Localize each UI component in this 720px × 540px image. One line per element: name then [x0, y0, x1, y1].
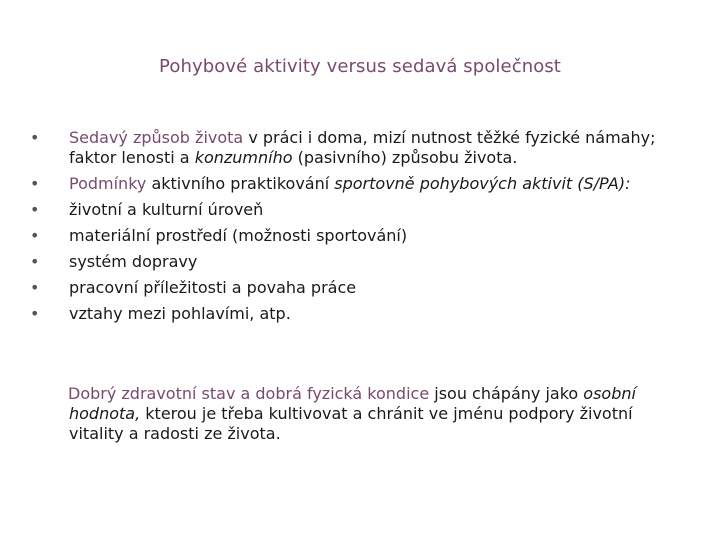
paragraph-accent-text: Dobrý zdravotní stav a dobrá fyzická kondice	[68, 384, 430, 403]
bullet-text: materiální prostředí (možnosti sportování)	[69, 226, 408, 245]
bullet-italic-text: sportovně pohybových aktivit (S/PA):	[334, 174, 631, 193]
bullet-item	[30, 226, 690, 246]
bullet-text: vztahy mezi pohlavími, atp.	[69, 304, 291, 323]
bullet-text: (pasivního) způsobu života.	[292, 148, 518, 167]
summary-paragraph	[69, 384, 679, 444]
bullet-list	[30, 128, 690, 330]
bullet-dot-icon: •	[30, 252, 40, 271]
slide-title: Pohybové aktivity versus sedavá společnost	[159, 56, 561, 77]
bullet-item	[30, 252, 690, 272]
bullet-text: systém dopravy	[69, 252, 198, 271]
bullet-text: v práci i doma, mizí nutnost těžké fyzické námahy; faktor lenosti a	[69, 128, 656, 167]
bullet-dot-icon: •	[30, 226, 40, 245]
paragraph-text: kterou je třeba kultivovat a chránit ve jménu podpory životní vitality a radosti ze života.	[69, 404, 633, 443]
bullet-accent-text: Sedavý způsob života	[69, 128, 244, 147]
bullet-dot-icon: •	[30, 304, 40, 323]
paragraph-italic-text: osobní hodnota,	[69, 384, 636, 423]
bullet-text: pracovní příležitosti a povaha práce	[69, 278, 357, 297]
bullet-text: životní a kulturní úroveň	[69, 200, 264, 219]
bullet-dot-icon: •	[30, 278, 40, 297]
bullet-dot-icon: •	[30, 128, 40, 147]
paragraph-text: jsou chápány jako	[429, 384, 584, 403]
bullet-item	[30, 200, 690, 220]
bullet-accent-text: Podmínky	[69, 174, 147, 193]
bullet-dot-icon: •	[30, 200, 40, 219]
bullet-item	[30, 174, 690, 194]
bullet-item	[30, 304, 690, 324]
bullet-italic-text: konzumního	[194, 148, 293, 167]
bullet-item	[30, 128, 690, 168]
bullet-dot-icon: •	[30, 174, 40, 193]
bullet-text: aktivního praktikování	[146, 174, 335, 193]
bullet-item	[30, 278, 690, 298]
